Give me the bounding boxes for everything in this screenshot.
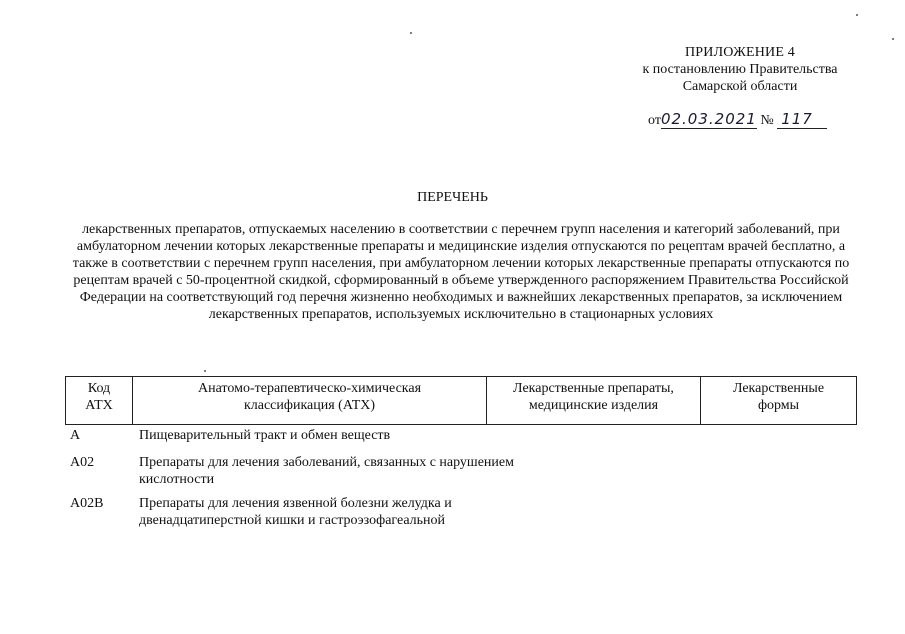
scan-speck [204, 370, 206, 372]
scan-speck [856, 14, 858, 16]
scan-speck [410, 32, 412, 34]
row-name: Препараты для лечения язвенной болезни желудка и двенадцатиперстной кишки и гастроэзофагеальной [139, 496, 452, 528]
header-code: Код АТХ [66, 377, 133, 425]
decree-date: 02.03.2021 [660, 110, 757, 128]
scan-speck [892, 38, 894, 40]
atc-table-header [65, 376, 857, 425]
annex-title: ПРИЛОЖЕНИЕ 4 [684, 45, 796, 60]
annex-region: Самарской области [682, 79, 798, 94]
document-title: ПЕРЕЧЕНЬ [417, 190, 488, 205]
header-drugs: Лекарственные препараты, медицинские изделия [487, 377, 701, 425]
annex-block [600, 44, 880, 95]
row-name: Препараты для лечения заболеваний, связанных с нарушением кислотности [139, 455, 514, 487]
decree-from-label: от [648, 113, 661, 128]
row-name: Пищеварительный тракт и обмен веществ [139, 428, 391, 443]
header-forms: Лекарственные формы [701, 377, 857, 425]
document-lead: лекарственных препаратов, отпускаемых населению в соответствии с перечнем групп населения и категорий заболеваний, при амбулаторном лечении которых лекарственные препараты и медицинские изделия отпускаются по рецептам врачей бесплатно, а также в соответствии с перечнем групп населения, при амбулаторном лечении которых лекарственные препараты отпускаются по рецептам врачей с 50-процентной скидкой, сформированный в объеме утвержденного распоряжением Правительства Российской Федерации на соответствующий год перечня жизненно необходимых и важнейших лекарственных препаратов, за исключением лекарственных препаратов, используемых исключительно в стационарных условиях [72, 222, 850, 322]
row-code: А02 [70, 455, 95, 470]
row-code: А02В [70, 496, 104, 511]
decree-date-line [648, 112, 848, 132]
row-code: А [70, 428, 81, 443]
annex-resolution: к постановлению Правительства [642, 62, 838, 77]
header-classification: Анатомо-терапевтическо-химическая классификация (АТХ) [133, 377, 487, 425]
decree-number: 117 [781, 110, 813, 128]
decree-number-label: № [760, 113, 774, 128]
